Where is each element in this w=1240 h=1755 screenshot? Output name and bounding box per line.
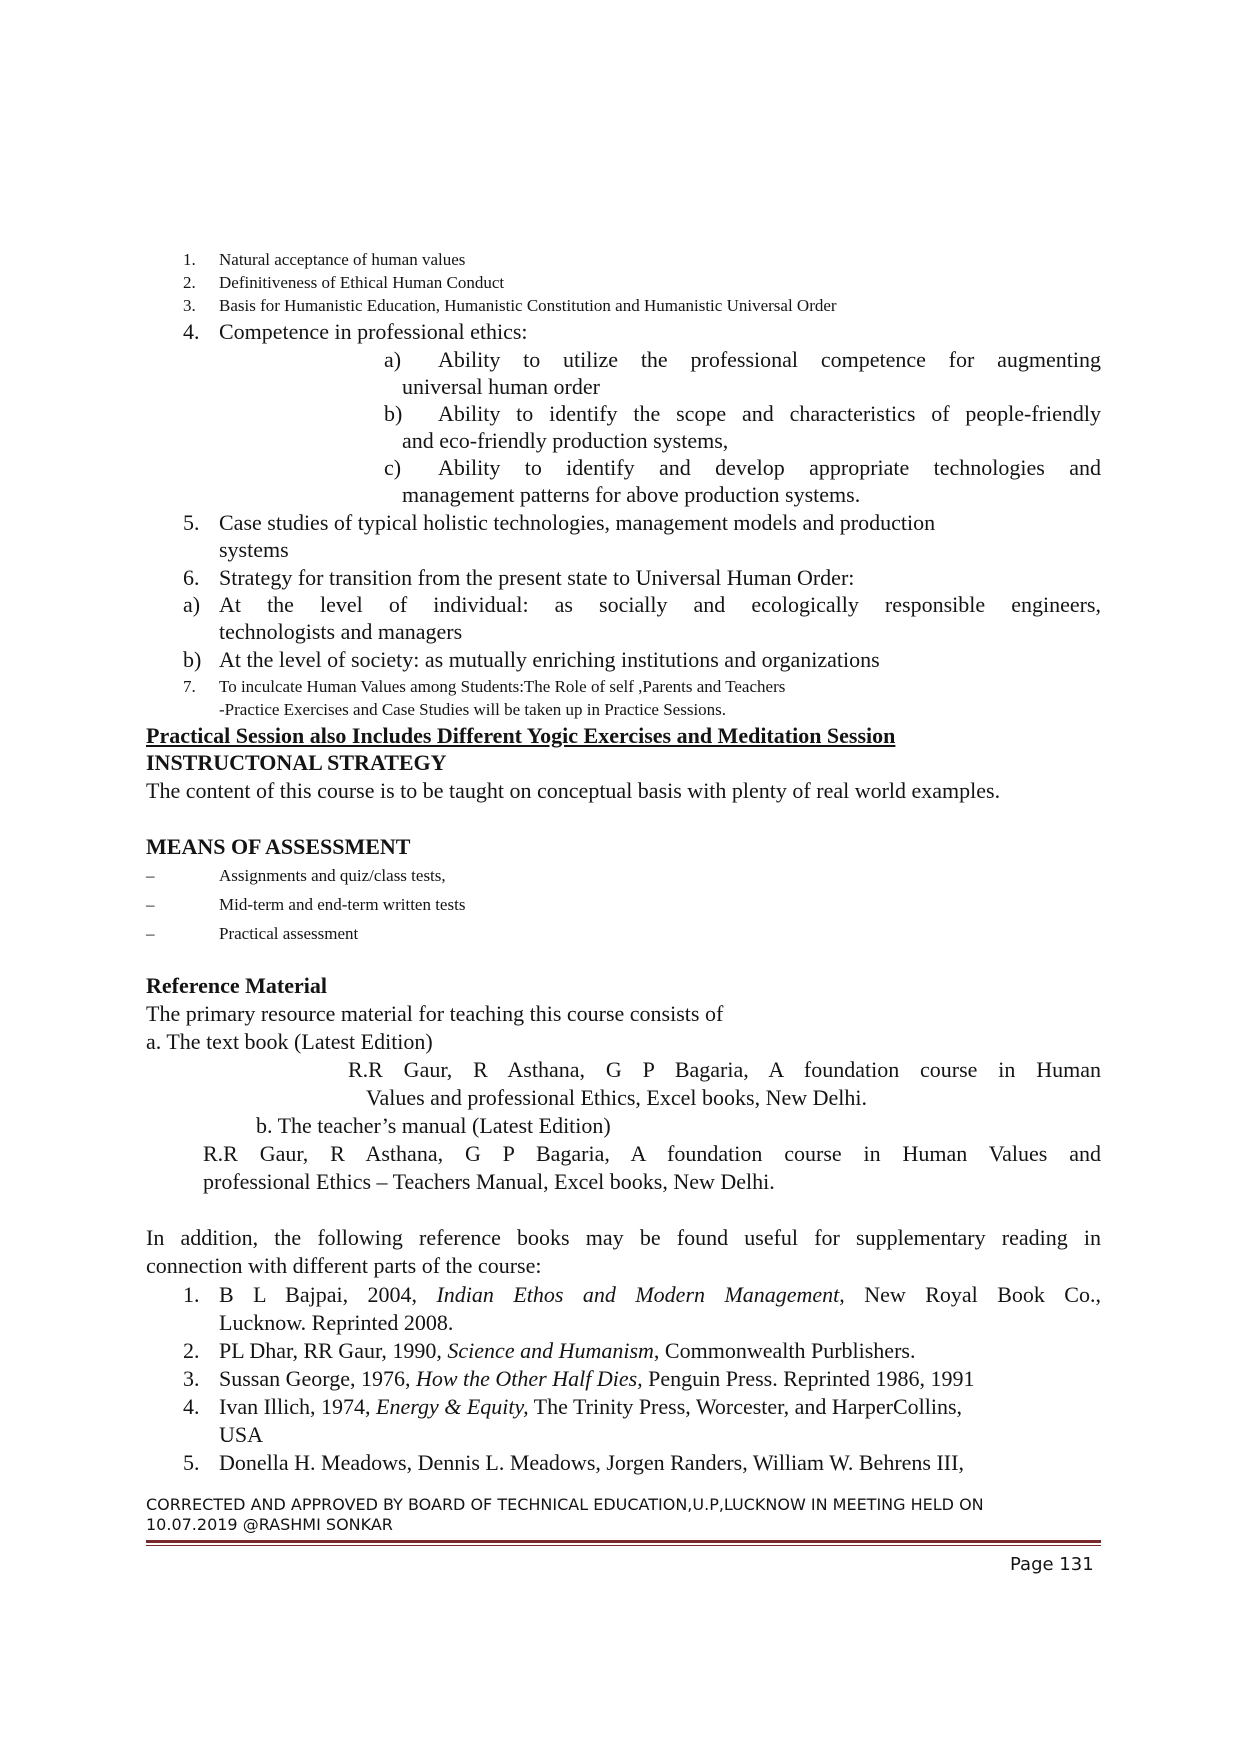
list-number: 4. <box>183 319 200 344</box>
textbook-label: a. The text book (Latest Edition) <box>146 1029 433 1054</box>
list-number: 3. <box>183 296 196 315</box>
list-item-text: Basis for Humanistic Education, Humanistic Constitution and Humanistic Universal Order <box>219 296 837 315</box>
book-title: Energy & Equity, <box>376 1394 529 1419</box>
practical-session-heading: Practical Session also Includes Different Yogic Exercises and Meditation Session <box>146 723 896 748</box>
list-item-text: -Practice Exercises and Case Studies will be taken up in Practice Sessions. <box>219 700 727 719</box>
list-number: 2. <box>183 1338 200 1363</box>
assessment-item: Assignments and quiz/class tests, <box>219 866 446 885</box>
sub-item-text: Ability to identify and develop appropriate technologies and <box>438 455 1101 480</box>
dash-bullet: – <box>146 924 155 943</box>
list-number: 1. <box>183 250 196 269</box>
list-item <box>183 250 196 270</box>
assessment-heading: MEANS OF ASSESSMENT <box>146 834 411 859</box>
sub-item-label: b) <box>183 647 202 672</box>
sub-item-text: technologists and managers <box>219 619 463 644</box>
list-number: 6. <box>183 565 200 590</box>
sub-item-label: b) <box>384 401 403 426</box>
book-citation: Sussan George, 1976, How the Other Half Dies, Penguin Press. Reprinted 1986, 1991 <box>219 1366 975 1391</box>
list-item-text: Definitiveness of Ethical Human Conduct <box>219 273 505 292</box>
footer-approval-text: 10.07.2019 @RASHMI SONKAR <box>146 1515 393 1534</box>
addition-text: connection with different parts of the course: <box>146 1253 542 1278</box>
reference-heading: Reference Material <box>146 973 327 998</box>
list-number: 4. <box>183 1394 200 1419</box>
manual-citation: R.R Gaur, R Asthana, G P Bagaria, A foundation course in Human Values and <box>203 1141 1101 1166</box>
footer-approval-text: CORRECTED AND APPROVED BY BOARD OF TECHNICAL EDUCATION,U.P,LUCKNOW IN MEETING HELD ON <box>146 1495 984 1514</box>
list-number: 3. <box>183 1366 200 1391</box>
manual-label: b. The teacher’s manual (Latest Edition) <box>256 1113 611 1138</box>
book-citation: Ivan Illich, 1974, Energy & Equity, The Trinity Press, Worcester, and HarperCollins, <box>219 1394 963 1419</box>
sub-item-text: At the level of society: as mutually enriching institutions and organizations <box>219 647 880 672</box>
list-number: 7. <box>183 677 196 696</box>
list-item-text: Case studies of typical holistic technologies, management models and production <box>219 510 936 535</box>
book-title: Indian Ethos and Modern Management <box>436 1282 840 1307</box>
footer-rule <box>146 1545 1101 1546</box>
list-number: 5. <box>183 1450 200 1475</box>
book-citation: Donella H. Meadows, Dennis L. Meadows, Jorgen Randers, William W. Behrens III, <box>219 1450 964 1475</box>
dash-bullet: – <box>146 866 155 885</box>
assessment-item: Mid-term and end-term written tests <box>219 895 466 914</box>
book-title: How the Other Half Dies, <box>415 1366 643 1391</box>
list-number: 2. <box>183 273 196 292</box>
book-citation: Lucknow. Reprinted 2008. <box>219 1310 454 1335</box>
page-number: Page 131 <box>1010 1554 1094 1575</box>
sub-item-text: universal human order <box>402 374 600 399</box>
list-number: 5. <box>183 510 200 535</box>
book-citation: PL Dhar, RR Gaur, 1990, Science and Humanism, Commonwealth Purblishers. <box>219 1338 916 1363</box>
textbook-citation: R.R Gaur, R Asthana, G P Bagaria, A foundation course in Human <box>348 1057 1101 1082</box>
sub-item-label: c) <box>384 455 402 480</box>
addition-text: In addition, the following reference books may be found useful for supplementary reading in <box>146 1225 1101 1250</box>
sub-item-text: Ability to utilize the professional competence for augmenting <box>438 347 1101 372</box>
assessment-item: Practical assessment <box>219 924 359 943</box>
strategy-text: The content of this course is to be taught on conceptual basis with plenty of real world examples. <box>146 778 1001 803</box>
sub-item-text: and eco-friendly production systems, <box>402 428 729 453</box>
book-citation: USA <box>219 1422 264 1447</box>
book-citation: B L Bajpai, 2004, Indian Ethos and Modern Management, New Royal Book Co., <box>219 1282 1101 1307</box>
list-item-text: systems <box>219 537 289 562</box>
textbook-citation: Values and professional Ethics, Excel books, New Delhi. <box>366 1085 867 1110</box>
book-title: Science and Humanism <box>447 1338 654 1363</box>
list-item-text: Competence in professional ethics: <box>219 319 528 344</box>
sub-item-text: At the level of individual: as socially and ecologically responsible engineers, <box>219 592 1101 617</box>
manual-citation: professional Ethics – Teachers Manual, Excel books, New Delhi. <box>203 1169 775 1194</box>
footer-rule <box>146 1540 1101 1543</box>
sub-item-label: a) <box>183 592 201 617</box>
dash-bullet: – <box>146 895 155 914</box>
reference-intro: The primary resource material for teaching this course consists of <box>146 1001 724 1026</box>
strategy-heading: INSTRUCTONAL STRATEGY <box>146 750 447 775</box>
list-item-text: Natural acceptance of human values <box>219 250 466 269</box>
sub-item-label: a) <box>384 347 402 372</box>
list-item-text: Strategy for transition from the present state to Universal Human Order: <box>219 565 855 590</box>
list-number: 1. <box>183 1282 200 1307</box>
sub-item-text: management patterns for above production systems. <box>402 482 861 507</box>
sub-item-text: Ability to identify the scope and characteristics of people-friendly <box>438 401 1101 426</box>
list-item-text: To inculcate Human Values among Students:The Role of self ,Parents and Teachers <box>219 677 786 696</box>
